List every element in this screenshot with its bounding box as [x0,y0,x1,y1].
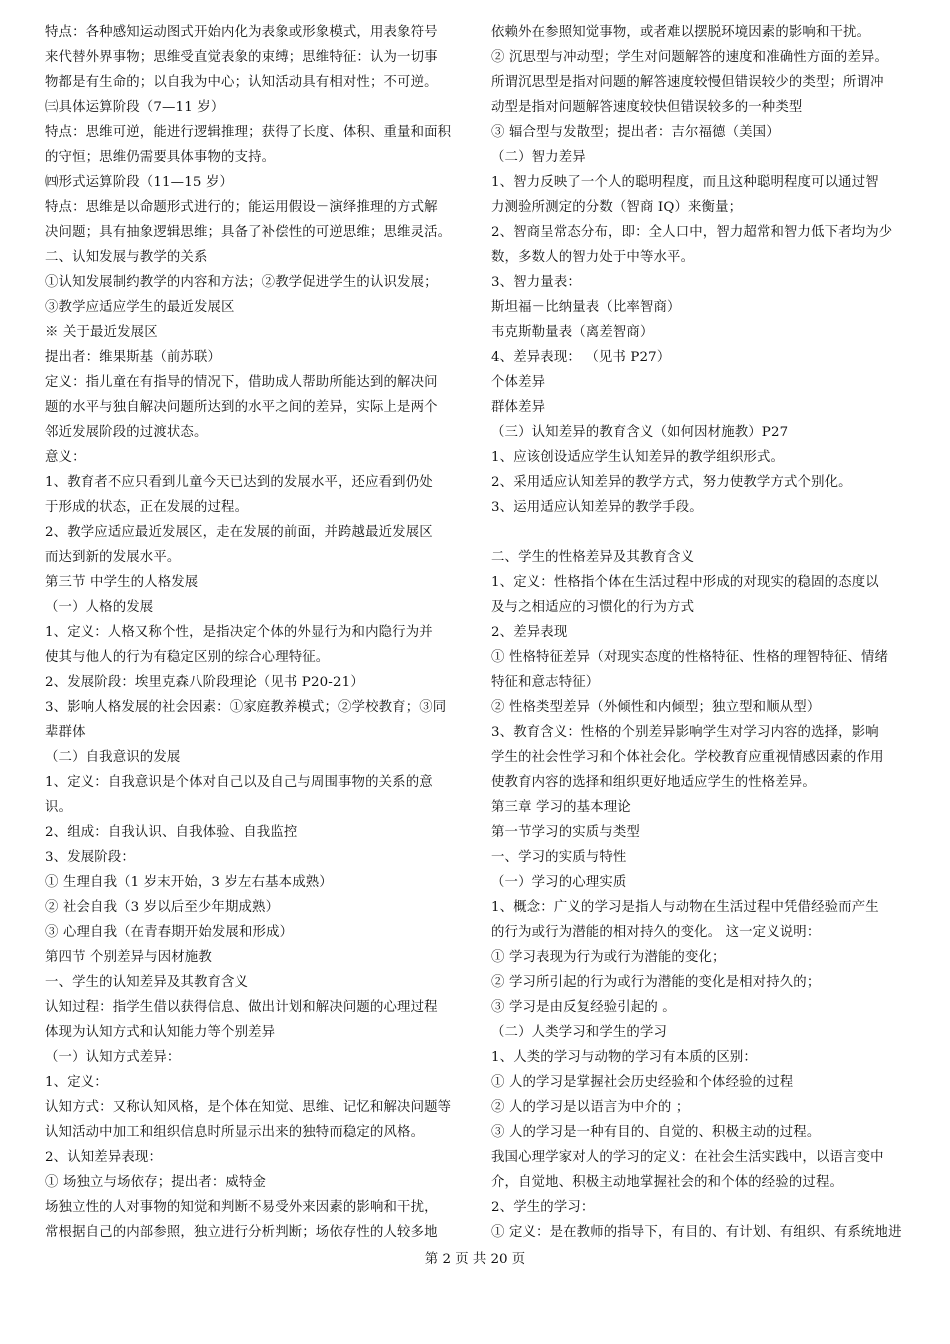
text-line: 来代替外界事物；思维受直觉表象的束缚；思维特征：认为一切事 [45,50,438,65]
text-line: 2、教学应适应最近发展区，走在发展的前面，并跨越最近发展区 [45,525,433,540]
text-line: 3、运用适应认知差异的教学手段。 [491,500,703,515]
page-number-label: 第 2 页 共 20 页 [424,1252,526,1267]
text-line: 第三章 学习的基本理论 [491,800,631,815]
text-line: （三）认知差异的教育含义（如何因材施教）P27 [491,425,789,440]
text-line: 常根据自己的内部参照，独立进行分析判断；场依存性的人较多地 [45,1225,438,1240]
text-line: 及与之相适应的习惯化的行为方式 [491,600,695,615]
text-line: 第四节 个别差异与因材施教 [45,950,212,965]
text-line: ① 人的学习是掌握社会历史经验和个体经验的过程 [491,1075,794,1090]
text-line: 邻近发展阶段的过渡状态。 [45,425,208,440]
text-line: 2、智商呈常态分布，即：全人口中，智力超常和智力低下者均为少 [491,225,893,240]
text-line: （二）自我意识的发展 [45,750,181,765]
text-line: 2、认知差异表现： [45,1150,162,1165]
left-text-column [45,20,465,1245]
text-line: 1、定义：自我意识是个体对自己以及自己与周围事物的关系的意 [45,775,433,790]
text-line: 所谓沉思型是指对问题的解答速度较慢但错误较少的类型；所谓冲 [491,75,884,90]
text-line: 特点：思维可逆，能进行逻辑推理；获得了长度、体积、重量和面积 [45,125,452,140]
text-line: 3、发展阶段： [45,850,135,865]
text-line: 2、发展阶段：埃里克森八阶段理论（见书 P20-21） [45,675,364,690]
text-line: ① 生理自我（1 岁末开始，3 岁左右基本成熟） [45,875,333,890]
text-line: 使其与他人的行为有稳定区别的综合心理特征。 [45,650,330,665]
text-line: 群体差异 [491,400,546,415]
text-line: 一、学习的实质与特性 [491,850,627,865]
text-line: （一）认知方式差异： [45,1050,181,1065]
text-line: 二、认知发展与教学的关系 [45,250,208,265]
text-line: ② 学习所引起的行为或行为潜能的变化是相对持久的； [491,975,821,990]
text-line: 识。 [45,800,73,815]
text-line: 1、智力反映了一个人的聪明程度，而且这种聪明程度可以通过智 [491,175,879,190]
text-line: （二）智力差异 [491,150,586,165]
text-line: 4、差异表现： （见书 P27） [491,350,671,365]
text-line: 1、定义：人格又称个性，是指决定个体的外显行为和内隐行为并 [45,625,433,640]
text-line: 的行为或行为潜能的相对持久的变化。 这一定义说明： [491,925,821,940]
text-line: 使教育内容的选择和组织更好地适应学生的性格差异。 [491,775,816,790]
text-line: 第一节学习的实质与类型 [491,825,640,840]
text-line: 二、学生的性格差异及其教育含义 [491,550,695,565]
text-line: 的守恒；思维仍需要具体事物的支持。 [45,150,276,165]
text-line: ㈢具体运算阶段（7—11 岁） [45,100,225,115]
text-line: 认知活动中加工和组织信息时所显示出来的独特而稳定的风格。 [45,1125,425,1140]
text-line: ② 性格类型差异（外倾性和内倾型；独立型和顺从型） [491,700,821,715]
text-line: 2、采用适应认知差异的教学方式，努力使教学方式个别化。 [491,475,852,490]
text-line: ※ 关于最近发展区 [45,325,158,340]
text-line: 物都是有生命的；以自我为中心；认知活动具有相对性；不可逆。 [45,75,438,90]
text-line: 意义： [45,450,86,465]
text-line: 力测验所测定的分数（智商 IQ）来衡量； [491,200,743,215]
text-line: 一、学生的认知差异及其教育含义 [45,975,249,990]
text-line: ③ 人的学习是一种有目的、自觉的、积极主动的过程。 [491,1125,821,1140]
text-line: 3、教育含义：性格的个别差异影响学生对学习内容的选择，影响 [491,725,879,740]
text-line: 1、定义： [45,1075,108,1090]
text-line: 定义：指儿童在有指导的情况下，借助成人帮助所能达到的解决问 [45,375,438,390]
text-line: （一）学习的心理实质 [491,875,627,890]
text-line: ① 性格特征差异（对现实态度的性格特征、性格的理智特征、情绪 [491,650,889,665]
text-line: 学生的社会性学习和个体社会化。学校教育应重视情感因素的作用 [491,750,884,765]
text-line: ② 沉思型与冲动型；学生对问题解答的速度和准确性方面的差异。 [491,50,889,65]
text-line: ㈣形式运算阶段（11—15 岁） [45,175,234,190]
text-line: 依赖外在参照知觉事物，或者难以摆脱环境因素的影响和干扰。 [491,25,871,40]
text-line: ② 人的学习是以语言为中介的 ； [491,1100,690,1115]
text-line: ① 定义：是在教师的指导下，有目的、有计划、有组织、有系统地进 [491,1225,902,1240]
right-text-column [491,20,911,1245]
text-line: 2、差异表现 [491,625,568,640]
text-line: 认知方式：又称认知风格，是个体在知觉、思维、记忆和解决问题等 [45,1100,452,1115]
text-line: 1、概念：广义的学习是指人与动物在生活过程中凭借经验而产生 [491,900,879,915]
text-line: （二）人类学习和学生的学习 [491,1025,668,1040]
text-line: 1、定义：性格指个体在生活过程中形成的对现实的稳固的态度以 [491,575,879,590]
text-line: 决问题；具有抽象逻辑思维；具备了补偿性的可逆思维；思维灵活。 [45,225,452,240]
text-line: 个体差异 [491,375,546,390]
text-line: ③ 辐合型与发散型；提出者：吉尔福德（美国） [491,125,780,140]
text-line: ② 社会自我（3 岁以后至少年期成熟） [45,900,280,915]
text-line: 2、学生的学习： [491,1200,595,1215]
text-line: 数，多数人的智力处于中等水平。 [491,250,695,265]
text-line: 1、应该创设适应学生认知差异的教学组织形式。 [491,450,785,465]
text-line: 辈群体 [45,725,86,740]
text-line: 特点：思维是以命题形式进行的；能运用假设－演绎推理的方式解 [45,200,438,215]
text-line: ① 场独立与场依存；提出者：威特金 [45,1175,267,1190]
text-line: 3、影响人格发展的社会因素：①家庭教养模式；②学校教育；③同 [45,700,447,715]
text-line: 题的水平与独自解决问题所达到的水平之间的差异，实际上是两个 [45,400,438,415]
text-line: 场独立性的人对事物的知觉和判断不易受外来因素的影响和干扰， [45,1200,438,1215]
text-line: ③ 学习是由反复经验引起的 。 [491,1000,676,1015]
text-line: 3、智力量表： [491,275,581,290]
text-line [491,520,911,545]
text-line: 动型是指对问题解答速度较快但错误较多的一种类型 [491,100,803,115]
text-line: ①认知发展制约教学的内容和方法；②教学促进学生的认识发展； [45,275,438,290]
text-line: 特征和意志特征） [491,675,600,690]
page-footer [0,1250,950,1270]
text-line: 2、组成：自我认识、自我体验、自我监控 [45,825,298,840]
text-line: 介，自觉地、积极主动地掌握社会的和个体的经验的过程。 [491,1175,844,1190]
text-line: ① 学习表现为行为或行为潜能的变化； [491,950,726,965]
text-line: 斯坦福－比纳量表（比率智商） [491,300,681,315]
text-line: 我国心理学家对人的学习的定义：在社会生活实践中，以语言变中 [491,1150,884,1165]
text-line: ③ 心理自我（在青春期开始发展和形成） [45,925,294,940]
text-line: （一）人格的发展 [45,600,154,615]
text-line: ③教学应适应学生的最近发展区 [45,300,235,315]
text-line: 而达到新的发展水平。 [45,550,181,565]
text-line: 第三节 中学生的人格发展 [45,575,199,590]
text-line: 特点：各种感知运动图式开始内化为表象或形象模式，用表象符号 [45,25,438,40]
text-line: 提出者：维果斯基（前苏联） [45,350,222,365]
text-line: 于形成的状态，正在发展的过程。 [45,500,249,515]
text-line: 认知过程：指学生借以获得信息、做出计划和解决问题的心理过程 [45,1000,438,1015]
text-line: 体现为认知方式和认知能力等个别差异 [45,1025,276,1040]
text-line: 韦克斯勒量表（离差智商） [491,325,654,340]
text-line: 1、教育者不应只看到儿童今天已达到的发展水平，还应看到仍处 [45,475,433,490]
text-line: 1、人类的学习与动物的学习有本质的区别： [491,1050,757,1065]
